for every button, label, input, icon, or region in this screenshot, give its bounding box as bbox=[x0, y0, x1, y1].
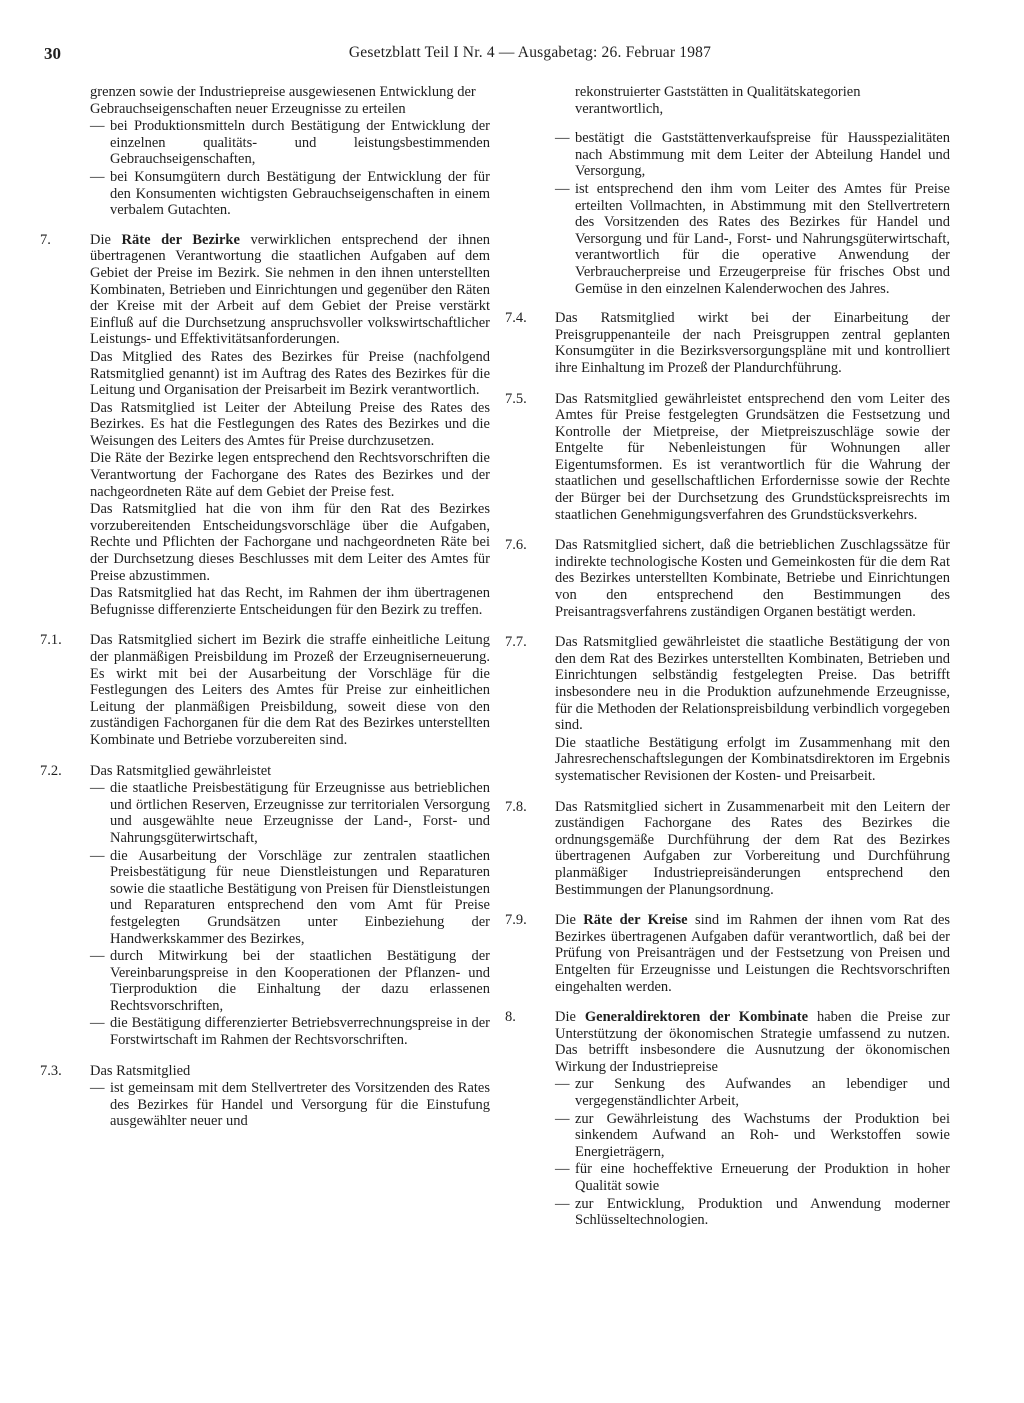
lead-text: Die bbox=[555, 912, 576, 929]
section-number: 8. bbox=[505, 1009, 516, 1026]
list-item-text: bei Konsumgütern durch Bestätigung der Entwicklung der für den Konsumenten wichtigsten Gebrauchseigenschaften in einem verbalem Gutachten. bbox=[110, 168, 490, 219]
section-7-6 bbox=[505, 537, 950, 621]
section-7-8 bbox=[505, 799, 950, 900]
list-item bbox=[555, 1111, 950, 1161]
list-item bbox=[90, 848, 490, 948]
dash-bullet: — bbox=[555, 1076, 570, 1093]
paragraph: Das Ratsmitglied bbox=[90, 1062, 191, 1079]
list-item-text: die Bestätigung differenzierter Betriebsverrechnungspreise in der Forstwirtschaft im Rahmen der Rechtsvorschriften. bbox=[110, 1015, 490, 1049]
paragraph: Das Ratsmitglied gewährleistet entsprechend den vom Leiter des Amtes für Preise festgelegten Grundsätzen die Festsetzung und Kontrolle der Mietpreise, der Mietpreiszuschläge sowie der Entgelte für Nebenleistungen für Wohnungen aller Eigentumsformen. Es ist verantwortlich für die Wahrung der staatlichen und gesellschaftlichen Erfordernisse sowie der Rechte der Bürger bei der Durchsetzung des Grundstückspreisrechts im staatlichen Genehmigungsverfahren des Grundstücksverkehrs. bbox=[555, 390, 950, 523]
list-item-text: die Ausarbeitung der Vorschläge zur zentralen staatlichen Preisbestätigung für neue Dienstleistungen und Reparaturen sowie die staatliche Bestätigung von Preisen für Dienstleistungen und Reparaturen entsprechend den vom Amt für Preise festgelegten Grundsätzen unter Einbeziehung der Handwerkskammer des Bezirkes, bbox=[110, 847, 490, 947]
dash-bullet: — bbox=[90, 847, 105, 864]
list-item-text: ist entsprechend den ihm vom Leiter des Amtes für Preise erteilten Vollmachten, in Abstimmung mit den Stellvertretern des Vorsitzenden des Rates des Bezirkes für Handel und Versorgung und für Land-, Forst- und Nahrungsgüterwirtschaft, verantwortlich für die operative Anwendung der Verbraucherpreise und Erzeugerpreise für frisches Obst und Gemüse in den einzelnen Kalenderwochen des Jahres. bbox=[575, 180, 950, 297]
dash-list bbox=[90, 780, 490, 1049]
list-item-text: zur Gewährleistung des Wachstums der Produktion bei sinkendem Aufwand an Roh- und Werkstoffen sowie Energieträgern, bbox=[575, 1110, 950, 1160]
dash-list bbox=[555, 1076, 950, 1228]
page-header: Gesetzblatt Teil I Nr. 4 — Ausgabetag: 26. Februar 1987 bbox=[348, 44, 712, 61]
section-continuation bbox=[575, 84, 950, 117]
left-column bbox=[40, 84, 490, 1144]
section-7 bbox=[40, 232, 490, 620]
paragraph: rekonstruierter Gaststätten in Qualitätskategorien verantwortlich, bbox=[575, 84, 861, 117]
list-item bbox=[90, 169, 490, 219]
paragraph: Das Ratsmitglied wirkt bei der Einarbeitung der Preisgruppenanteile der nach Preisgruppen zentral geplanten Konsumgüter in die Bezirksversorgungspläne mit und kontrolliert ihre Einhaltung im Prozeß der Plandurchführung. bbox=[555, 310, 950, 376]
list-item-text: bei Produktionsmitteln durch Bestätigung der Entwicklung der einzelnen qualitäts- und leistungsbestimmenden Gebrauchseigenschaften, bbox=[110, 118, 490, 168]
dash-bullet: — bbox=[555, 1195, 570, 1212]
dash-bullet: — bbox=[555, 130, 570, 147]
section-number: 7. bbox=[40, 231, 51, 248]
section-body bbox=[555, 634, 950, 785]
list-item bbox=[555, 130, 950, 180]
section-7-4 bbox=[505, 310, 950, 377]
dash-bullet: — bbox=[555, 1110, 570, 1127]
section-body bbox=[555, 799, 950, 900]
list-item bbox=[90, 1080, 490, 1130]
bold-term: Generaldirektoren der Kombinate bbox=[584, 1009, 809, 1026]
section-body bbox=[90, 1063, 490, 1131]
dash-bullet: — bbox=[90, 118, 105, 135]
dash-list bbox=[90, 1080, 490, 1130]
right-column bbox=[505, 84, 950, 1243]
paragraph: Das Ratsmitglied sichert im Bezirk die straffe einheitliche Leitung der planmäßigen Preisbildung im Prozeß der Erzeugniserneuerung. Es wirkt mit bei der Ausarbeitung der Vorschläge für die Festlegungen des Leiters des Amtes für Preise zur einheitlichen Leitung der planmäßigen Preisbildung, soweit diese von den zuständigen Fachorganen für die dem Rat des Bezirkes unterstellten Kombinate und Betriebe vorzubereiten sind. bbox=[90, 632, 490, 748]
paragraph: Das Ratsmitglied hat die von ihm für den Rat des Bezirkes vorzubereitenden Entscheidungsvorschläge über die Aufgaben, Rechte und Pflichten der Fachorgane und nachgeordneten Räte bei der Durchsetzung dieses Beschlusses mit dem Leiter des Amtes für Preise abzustimmen. bbox=[90, 501, 490, 584]
dash-bullet: — bbox=[90, 1080, 105, 1097]
dash-list bbox=[555, 130, 950, 297]
list-item bbox=[555, 1161, 950, 1194]
list-item bbox=[90, 1015, 490, 1048]
paragraph bbox=[555, 912, 950, 995]
section-8 bbox=[505, 1009, 950, 1230]
section-number: 7.5. bbox=[505, 390, 527, 407]
section-number: 7.3. bbox=[40, 1062, 62, 1079]
paragraph: Die staatliche Bestätigung erfolgt im Zusammenhang mit den Jahresrechenschaftslegungen der Kombinatsdirektoren im Ergebnis systematischer Revisionen der Kosten- und Preisarbeit. bbox=[555, 734, 950, 784]
paragraph: Das Ratsmitglied ist Leiter der Abteilung Preise des Rates des Bezirkes. Es hat die Festlegungen des Rates des Bezirkes und die Weisungen des Leiters des Amtes für Preise durchzusetzen. bbox=[90, 399, 490, 449]
list-item-text: zur Senkung des Aufwandes an lebendiger und vergegenständlichter Arbeit, bbox=[575, 1076, 950, 1110]
paragraph: Das Ratsmitglied sichert, daß die betrieblichen Zuschlagssätze für indirekte technologische Kosten und Gemeinkosten für die dem Rat des Bezirkes unterstellten Kombinate, Betriebe und Einrichtungen von den entsprechend den Bestimmungen des Preisantragsverfahrens zuständigen Organen bestätigt werden. bbox=[555, 537, 950, 620]
section-body bbox=[90, 632, 490, 749]
section-body bbox=[555, 1009, 950, 1230]
paragraph: Die Räte der Bezirke legen entsprechend den Rechtsvorschriften die Verantwortung der Fachorgane des Rates des Bezirkes und der nachgeordneten Räte auf dem Gebiet der Preise fest. bbox=[90, 450, 490, 500]
paragraph bbox=[555, 1009, 950, 1075]
bold-term: Räte der Bezirke bbox=[121, 231, 240, 248]
lead-text: Die bbox=[555, 1009, 576, 1026]
paragraph: grenzen sowie der Industriepreise ausgewiesenen Entwicklung der Gebrauchseigenschaften neuer Erzeugnisse zu erteilen bbox=[90, 84, 476, 117]
section-7-1 bbox=[40, 632, 490, 749]
list-item-text: ist gemeinsam mit dem Stellvertreter des Vorsitzenden des Rates des Bezirkes für Handel und Versorgung für die Einstufung ausgewählter neuer und bbox=[110, 1080, 490, 1130]
list-item-text: durch Mitwirkung bei der staatlichen Bestätigung der Vereinbarungspreise in den Kooperationen der Pflanzen- und Tierproduktion die Einhaltung der dazu erlassenen Rechtsvorschriften, bbox=[110, 948, 490, 1014]
page-number: 30 bbox=[44, 44, 61, 63]
list-item-text: zur Entwicklung, Produktion und Anwendung moderner Schlüsseltechnologien. bbox=[575, 1195, 950, 1229]
section-body bbox=[555, 391, 950, 525]
section-7-9 bbox=[505, 912, 950, 996]
section-7-2 bbox=[40, 763, 490, 1050]
section-body bbox=[555, 912, 950, 996]
dash-bullet: — bbox=[90, 168, 105, 185]
section-number: 7.6. bbox=[505, 537, 527, 554]
section-body bbox=[555, 537, 950, 621]
section-number: 7.9. bbox=[505, 912, 527, 929]
dash-bullet: — bbox=[90, 1015, 105, 1032]
list-item-text: für eine hocheffektive Erneuerung der Produktion in hoher Qualität sowie bbox=[575, 1161, 950, 1195]
dash-bullet: — bbox=[90, 948, 105, 965]
section-continuation bbox=[555, 130, 950, 297]
list-item-text: die staatliche Preisbestätigung für Erzeugnisse aus betrieblichen und örtlichen Reserven, Erzeugnisse zur territorialen Versorgung und ausgewählte neue Erzeugnisse der Land-, Forst- und Nahrungsgüterwirtschaft, bbox=[110, 780, 490, 846]
paragraph bbox=[90, 232, 490, 348]
section-number: 7.8. bbox=[505, 798, 527, 815]
list-item bbox=[555, 181, 950, 297]
dash-bullet: — bbox=[90, 780, 105, 797]
section-7-7 bbox=[505, 634, 950, 785]
section-number: 7.1. bbox=[40, 632, 62, 649]
paragraph: Das Ratsmitglied gewährleistet die staatliche Bestätigung der von den dem Rat des Bezirkes unterstellten Kombinaten, Betrieben und Einrichtungen selbständig festgelegten Preise. Das betrifft insbesondere neu in die Produktion aufzunehmende Erzeugnisse, für die Methoden der Relationspreisbildung verbindlich vorgegeben sind. bbox=[555, 634, 950, 734]
section-body bbox=[90, 763, 490, 1050]
paragraph: Das Ratsmitglied hat das Recht, im Rahmen der ihm übertragenen Befugnisse differenzierte Entscheidungen für den Bezirk zu treffen. bbox=[90, 585, 490, 618]
list-item bbox=[90, 118, 490, 168]
bold-term: Räte der Kreise bbox=[583, 912, 688, 929]
section-body bbox=[555, 310, 950, 377]
paragraph-text: verwirklichen entsprechend der ihnen übertragenen Verantwortung die staatlichen Aufgaben auf dem Gebiet der Preise im Bezirk. Sie nehmen in den ihnen unterstellten Kombinaten, Betrieben und Einrichtungen und gegenüber den Räten der Kreise mit der Arbeit auf dem Gebiet der Preise verstärkt Einfluß auf die Durchsetzung anspruchsvoller volkswirtschaftlicher Leistungs- und Effektivitätsanforderungen. bbox=[90, 231, 491, 348]
paragraph: Das Ratsmitglied sichert in Zusammenarbeit mit den Leitern der zuständigen Fachorgane des Rates des Bezirkes die ordnungsgemäße Durchführung der dem Rat des Bezirkes übertragenen Aufgaben zur Vorbereitung und Durchführung planmäßiger Industriepreisänderungen entsprechend den Bestimmungen der Planungsordnung. bbox=[555, 798, 950, 898]
paragraph-text: haben die Preise zur Unterstützung der ökonomischen Strategie umfassend zu nutzen. Das betrifft insbesondere die Ausnutzung der ökonomischen Wirkung der Industriepreise bbox=[555, 1009, 951, 1075]
paragraph-text: sind im Rahmen der ihnen vom Rat des Bezirkes übertragenen Aufgaben dafür verantwortlich, daß bei der Prüfung von Preisanträgen und der Festsetzung von Preisen und Entgelten für Erzeugnisse und Leistungen die Rechtsvorschriften eingehalten werden. bbox=[555, 912, 951, 995]
dash-bullet: — bbox=[555, 1161, 570, 1178]
section-continuation bbox=[90, 84, 490, 219]
paragraph: Das Ratsmitglied gewährleistet bbox=[90, 762, 272, 779]
list-item bbox=[90, 780, 490, 846]
section-7-5 bbox=[505, 391, 950, 525]
list-item bbox=[90, 948, 490, 1014]
section-body bbox=[90, 232, 490, 620]
list-item bbox=[555, 1076, 950, 1109]
section-7-3 bbox=[40, 1063, 490, 1131]
lead-text: Die bbox=[90, 231, 111, 248]
dash-bullet: — bbox=[555, 180, 570, 197]
list-item bbox=[555, 1196, 950, 1229]
paragraph: Das Mitglied des Rates des Bezirkes für Preise (nachfolgend Ratsmitglied genannt) ist im Auftrag des Rates des Bezirkes für die Leitung und Organisation der Preisarbeit im Bezirk verantwortlich. bbox=[90, 348, 490, 399]
section-number: 7.2. bbox=[40, 762, 62, 779]
section-number: 7.4. bbox=[505, 310, 527, 327]
dash-list bbox=[90, 118, 490, 219]
section-number: 7.7. bbox=[505, 634, 527, 651]
list-item-text: bestätigt die Gaststättenverkaufspreise für Hausspezialitäten nach Abstimmung mit dem Leiter der Abteilung Handel und Versorgung, bbox=[575, 130, 950, 180]
